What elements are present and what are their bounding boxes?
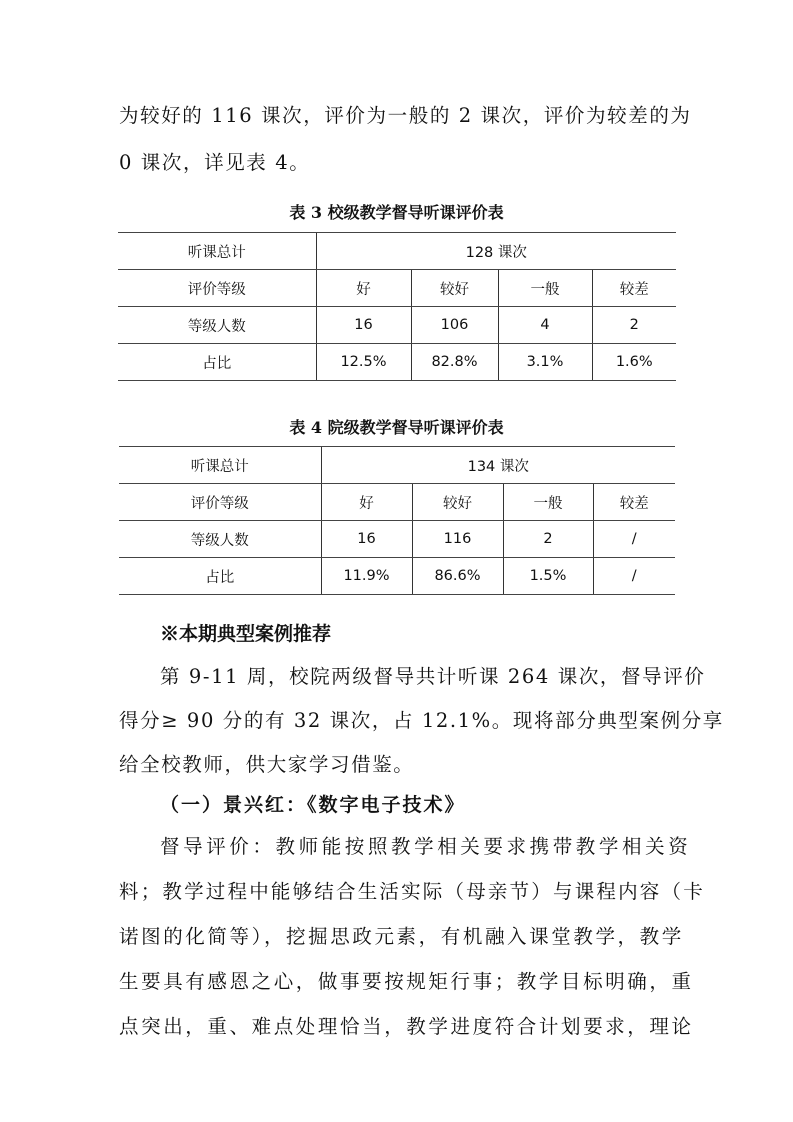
body-text-line: 诺图的化简等），挖掘思政元素，有机融入课堂教学，教学 (119, 925, 684, 948)
table-cell: 等级人数 (118, 307, 316, 344)
table-cell: 听课总计 (118, 233, 316, 270)
table-cell: 好 (316, 270, 411, 307)
body-text-line: 点突出，重、难点处理恰当，教学进度符合计划要求，理论 (119, 1015, 694, 1038)
table-cell: 4 (498, 307, 592, 344)
table-cell: 16 (316, 307, 411, 344)
table-cell: 一般 (498, 270, 592, 307)
table-cell: 2 (592, 307, 676, 344)
table-cell: 占比 (119, 558, 321, 595)
table-cell: 好 (321, 484, 412, 521)
table-cell: 占比 (118, 344, 316, 381)
table4 (119, 446, 675, 595)
table-cell: 16 (321, 521, 412, 558)
table-cell: 11.9% (321, 558, 412, 595)
body-text-line: 0 课次，详见表 4。 (119, 151, 311, 174)
table-cell: / (593, 521, 675, 558)
table4-caption: 表 4 院级教学督导听课评价表 (289, 418, 504, 437)
table-cell: 82.8% (411, 344, 498, 381)
table-cell: 2 (503, 521, 593, 558)
body-text-line: 给全校教师，供大家学习借鉴。 (119, 753, 415, 776)
table-row (118, 344, 676, 381)
table-row (119, 521, 675, 558)
table-cell: / (593, 558, 675, 595)
table-row (119, 484, 675, 521)
table-row (118, 307, 676, 344)
table-cell: 106 (411, 307, 498, 344)
table-cell: 128 课次 (316, 233, 676, 270)
table-cell: 116 (412, 521, 503, 558)
table-cell: 12.5% (316, 344, 411, 381)
body-text-line: 生要具有感恩之心，做事要按规矩行事；教学目标明确，重 (119, 970, 694, 993)
table-cell: 1.6% (592, 344, 676, 381)
table-row (119, 447, 675, 484)
body-text-line: 督导评价：教师能按照教学相关要求携带教学相关资 (160, 835, 692, 858)
table-cell: 较好 (411, 270, 498, 307)
table-cell: 等级人数 (119, 521, 321, 558)
table-cell: 一般 (503, 484, 593, 521)
table-cell: 较差 (592, 270, 676, 307)
table-row (119, 558, 675, 595)
table-cell: 较好 (412, 484, 503, 521)
case-heading: （一）景兴红：《数字电子技术》 (160, 794, 466, 816)
table-cell: 1.5% (503, 558, 593, 595)
table-cell: 86.6% (412, 558, 503, 595)
section-heading: ※本期典型案例推荐 (160, 623, 332, 645)
table-row (118, 233, 676, 270)
body-text-line: 料；教学过程中能够结合生活实际（母亲节）与课程内容（卡 (119, 880, 705, 903)
table3 (118, 232, 676, 381)
table-cell: 评价等级 (118, 270, 316, 307)
table-cell: 听课总计 (119, 447, 321, 484)
table-cell: 3.1% (498, 344, 592, 381)
body-text-line: 为较好的 116 课次，评价为一般的 2 课次，评价为较差的为 (119, 104, 692, 127)
table-cell: 134 课次 (321, 447, 675, 484)
body-text-line: 第 9-11 周，校院两级督导共计听课 264 课次，督导评价 (160, 665, 706, 688)
table-cell: 较差 (593, 484, 675, 521)
table3-caption: 表 3 校级教学督导听课评价表 (289, 203, 504, 222)
table-cell: 评价等级 (119, 484, 321, 521)
table-row (118, 270, 676, 307)
body-text-line: 得分≥ 90 分的有 32 课次，占 12.1%。现将部分典型案例分享 (119, 709, 724, 732)
